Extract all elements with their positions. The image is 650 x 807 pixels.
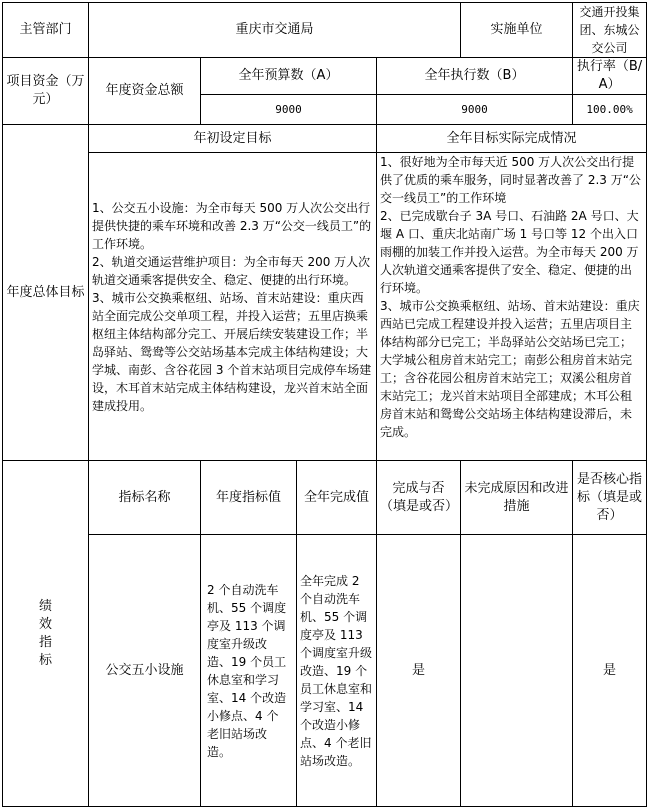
- funds-label: 项目资金（万元）: [3, 58, 89, 125]
- goals-section-label: 年度总体目标: [3, 125, 89, 461]
- indicator-completed: 全年完成 2 个自动洗车机、55 个调度亭及 113 个调度室升级改造、19 个员工休息室和学习室、14 个改造小修点、4 个老旧站场改造。: [297, 535, 377, 807]
- dept-value: 重庆市交通局: [89, 3, 461, 58]
- budget-value: 9000: [201, 95, 377, 125]
- performance-section-label: [3, 461, 89, 807]
- exec-label: 全年执行数（B）: [377, 58, 573, 95]
- goals-header-row: [3, 125, 647, 153]
- col-indicator-name: 指标名称: [89, 461, 201, 535]
- impl-value: 交通开投集团、东城公交公司: [573, 3, 647, 58]
- col-reason: 未完成原因和改进措施: [461, 461, 573, 535]
- performance-table: [2, 2, 647, 807]
- impl-label: 实施单位: [461, 3, 573, 58]
- col-annual-value: 年度指标值: [201, 461, 297, 535]
- initial-goals-header: 年初设定目标: [89, 125, 377, 153]
- indicator-annual: 2 个自动洗车机、55 个调度亭及 113 个调度室升级改造、19 个员工休息室和学习室、14 个改造小修点、4 个老旧站场改造。: [201, 535, 297, 807]
- rate-value: 100.00%: [573, 95, 647, 125]
- goals-content-row: [3, 153, 647, 461]
- dept-label: 主管部门: [3, 3, 89, 58]
- indicator-row: [3, 535, 647, 807]
- actual-goals-header: 全年目标实际完成情况: [377, 125, 647, 153]
- budget-label: 全年预算数（A）: [201, 58, 377, 95]
- indicator-name: 公交五小设施: [89, 535, 201, 807]
- indicator-core: 是: [573, 535, 647, 807]
- funds-header-row: [3, 58, 647, 95]
- col-done: 完成与否（填是或否）: [377, 461, 461, 535]
- col-core: 是否核心指标（填是或否）: [573, 461, 647, 535]
- indicator-reason: [461, 535, 573, 807]
- annual-funds-label: 年度资金总额: [89, 58, 201, 125]
- col-completed-value: 全年完成值: [297, 461, 377, 535]
- actual-goals-text: [377, 153, 647, 461]
- actual-goals-span: 1、很好地为全市每天近 500 万人次公交出行提供了优质的乘车服务，同时显著改善了 2.3 万“公交一线员工”的工作环境 2、已完成歇台子 3A 号口、石油路 2A 号口、大堰 A 口、重庆北站南广场 1 号口等 12 个出入口雨棚的加装工作并投入运营。为全市每天 200 万人次轨道交通乘客提供了安全、稳定、便捷的出行环境。 3、城市公交换乘枢纽、站场、首末站建设：重庆西站已完成工程建设并投入运营；五里店项目主体结构部分已完工；半岛驿站公交站场已完工；大学城公租房首末站完工；南彭公租房首末站完工；含谷花园公租房首末站完工；双溪公租房首末站完工；龙兴首末站项目全部建成；木耳公租房首末站和鸳鸯公交站场主体结构建设滞后，未完成。: [380, 155, 641, 439]
- initial-goals-span: 1、公交五小设施：为全市每天 500 万人次公交出行提供快捷的乘车环境和改善 2.3 万“公交一线员工”的工作环境。 2、轨道交通运营维护项目：为全市每天 200 万人次轨道交通乘客提供安全、稳定、便捷的出行环境。 3、城市公交换乘枢纽、站场、首末站建设：重庆西站全面完成公交单项工程，并投入运营；五里店换乘枢纽主体结构部分完工、开展后续安装建设工作；半岛驿站、鸳鸯等公交站场基本完成主体结构建设；大学城、南彭、含谷花园 3 个首末站项目完成停车场建设，木耳首末站完成主体结构建设，龙兴首末站全面建成投用。: [92, 200, 372, 413]
- indicator-done: 是: [377, 535, 461, 807]
- initial-goals-text: [89, 153, 377, 461]
- performance-section-text: 绩效指标: [38, 598, 52, 668]
- indicator-header-row: [3, 461, 647, 535]
- exec-value: 9000: [377, 95, 573, 125]
- rate-label: 执行率（B/A）: [573, 58, 647, 95]
- header-row: [3, 3, 647, 58]
